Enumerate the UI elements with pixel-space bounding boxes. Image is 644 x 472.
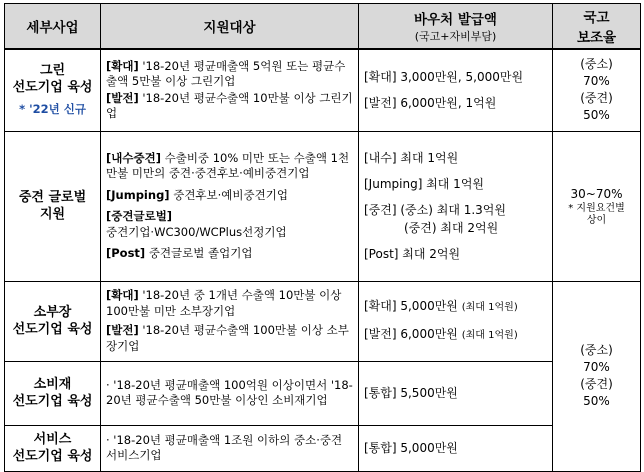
header-target: 지원대상 (101, 4, 359, 50)
target-text: 중견후보·예비중견기업 (169, 187, 288, 202)
target-text: '18-20년 평균수출액 100만불 이상 소부장기업 (106, 323, 349, 353)
business-name (5, 281, 101, 361)
voucher-line: [통합] 5,500만원 (364, 386, 458, 400)
business-name-line: 선도기업 육성 (12, 80, 93, 96)
voucher-line: [발전] 6,000만원, 1억원 (364, 96, 497, 111)
target-cell (101, 131, 359, 281)
business-name-line: 소부장 (33, 305, 72, 320)
target-tag: [발전] (106, 90, 139, 105)
table-row (5, 361, 641, 425)
rate-label: (중견) (580, 377, 613, 391)
rate-cell (553, 49, 641, 131)
business-name (5, 425, 101, 471)
target-text: · '18-20년 평균매출액 1조원 이하의 중소·중견 서비스기업 (106, 432, 343, 462)
voucher-note: (최대 1억원) (461, 302, 518, 313)
voucher-line: [내수] 최대 1억원 (364, 151, 459, 165)
header-business: 세부사업 (5, 4, 101, 50)
business-name (5, 49, 101, 131)
business-name (5, 131, 101, 281)
table-row (5, 131, 641, 281)
target-tag: [확대] (106, 288, 139, 302)
business-name (5, 361, 101, 425)
voucher-cell (359, 425, 553, 471)
voucher-amount: [확대] 5,000만원 (364, 299, 458, 313)
target-text: '18-20년 평균수출액 10만불 이상 그린기업 (106, 90, 353, 121)
target-text: · '18-20년 평균매출액 100억원 이상이면서 '18-20년 평균수출액 50만불 이상인 소비재기업 (106, 377, 353, 407)
voucher-cell (359, 131, 553, 281)
rate-cell (553, 131, 641, 281)
support-table (4, 3, 641, 472)
rate-note: * 지원요건별 상이 (568, 202, 625, 226)
rate-label: (중소) (580, 343, 613, 357)
rate-value: 50% (583, 394, 610, 408)
target-tag: [Post] (106, 246, 146, 260)
voucher-note: (최대 1억원) (461, 330, 518, 341)
target-tag: [확대] (106, 58, 139, 73)
rate-value: 30~70% (570, 186, 623, 201)
header-voucher-sub: (국고+자비부담) (414, 30, 497, 43)
voucher-line: [Jumping] 최대 1억원 (364, 177, 485, 191)
header-voucher (359, 4, 553, 50)
voucher-amount: [발전] 6,000만원 (364, 327, 458, 341)
header-voucher-title: 바우처 발급액 (414, 12, 497, 28)
voucher-line: [중견] (중소) 최대 1.3억원 (364, 203, 506, 217)
business-name-line: 선도기업 육성 (12, 449, 93, 464)
target-text: 중견글로벌 졸업기업 (145, 246, 253, 260)
voucher-line: (중견) 최대 2억원 (404, 221, 499, 235)
target-text: '18-20년 중 1개년 수출액 10만불 이상 100만불 미만 소부장기업 (106, 288, 342, 318)
target-tag: [발전] (106, 323, 139, 337)
business-name-line: 소비재 (33, 377, 72, 392)
voucher-line (364, 297, 547, 317)
target-text: '18-20년 평균매출액 5억원 또는 평균수출액 5만불 이상 그린기업 (106, 58, 346, 89)
voucher-line: [Post] 최대 2억원 (364, 247, 461, 261)
voucher-cell (359, 49, 553, 131)
table-row (5, 281, 641, 361)
business-name-line: 지원 (39, 207, 66, 222)
rate-value: 50% (583, 108, 610, 123)
rate-value: 70% (583, 74, 610, 89)
business-name-line: 중견 글로벌 (18, 190, 87, 205)
header-rate-l1: 국고 (583, 10, 610, 26)
rate-label: (중소) (580, 57, 613, 72)
voucher-line: [통합] 5,000만원 (364, 441, 458, 455)
target-cell (101, 361, 359, 425)
rate-label: (중견) (580, 91, 613, 106)
business-name-line: 그린 (39, 63, 66, 79)
rate-cell-shared (553, 281, 641, 471)
voucher-cell (359, 361, 553, 425)
target-text: 중견기업·WC300/WCPlus선정기업 (106, 224, 287, 239)
target-tag: [중견글로벌] (106, 209, 173, 223)
target-cell (101, 425, 359, 471)
voucher-line (364, 325, 547, 345)
target-tag: [내수중견] (106, 150, 161, 165)
header-rate (553, 4, 641, 50)
voucher-cell (359, 281, 553, 361)
target-cell (101, 281, 359, 361)
business-name-line: 선도기업 육성 (12, 394, 93, 409)
rate-value: 70% (583, 360, 610, 374)
target-text: 수출비중 10% 미만 또는 수출액 1천만불 미만의 중견·중견후보·예비중견기업 (106, 150, 350, 180)
business-name-line: 선도기업 육성 (12, 322, 93, 337)
voucher-line: [확대] 3,000만원, 5,000만원 (364, 70, 524, 85)
header-rate-l2: 보조율 (576, 30, 617, 46)
target-tag: [Jumping] (106, 187, 170, 202)
target-cell (101, 49, 359, 131)
business-name-line: 서비스 (33, 432, 72, 447)
table-row (5, 425, 641, 471)
new-note: * '22년 신규 (19, 102, 86, 117)
table-row (5, 49, 641, 131)
